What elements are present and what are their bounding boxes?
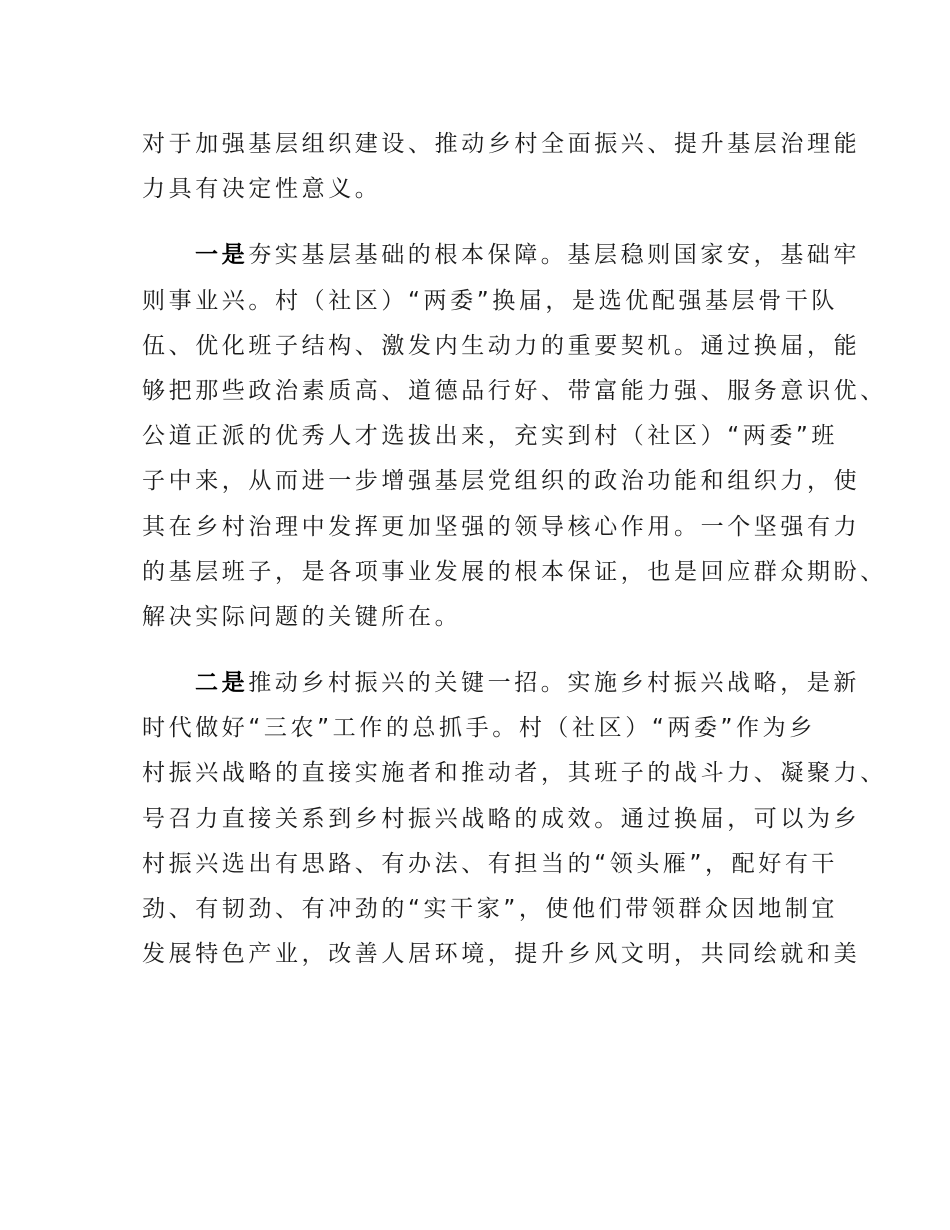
paragraph-lead: 二是 (195, 670, 249, 697)
paragraph-point-two (142, 661, 887, 977)
paragraph-gap (142, 212, 814, 233)
text-line: 劲、有韧劲、有冲劲的“实干家”，使他们带领群众因地制宜 (142, 896, 839, 922)
text-line: 解决实际问题的关键所在。 (142, 603, 462, 630)
text-run: 夯实基层基础的根本保障。基层稳则国家安，基础牢 (248, 242, 861, 269)
text-line: 则事业兴。村（社区）“两委”换届，是选优配强基层骨干队 (142, 287, 839, 314)
text-line: 力具有决定性意义。 (142, 176, 382, 203)
text-line: 发展特色产业，改善人居环境，提升乡风文明，共同绘就和美 (142, 941, 861, 968)
text-line: 够把那些政治素质高、道德品行好、带富能力强、服务意识优、 (142, 377, 887, 404)
text-line: 对于加强基层组织建设、推动乡村全面振兴、提升基层治理能 (142, 131, 861, 157)
paragraph-lead: 一是 (195, 242, 249, 269)
text-line-first (142, 233, 861, 278)
paragraph-gap (142, 640, 814, 661)
paragraph-continuation (142, 122, 861, 212)
text-line-first (142, 661, 861, 706)
text-line: 其在乡村治理中发挥更加坚强的领导核心作用。一个坚强有力 (142, 513, 861, 540)
text-line: 的基层班子，是各项事业发展的根本保证，也是回应群众期盼、 (142, 558, 887, 585)
text-line: 子中来，从而进一步增强基层党组织的政治功能和组织力，使 (142, 468, 861, 495)
document-page (142, 122, 887, 977)
text-line: 公道正派的优秀人才选拔出来，充实到村（社区）“两委”班 (142, 423, 839, 450)
text-line: 时代做好“三农”工作的总抓手。村（社区）“两委”作为乡 (142, 715, 816, 742)
text-line: 伍、优化班子结构、激发内生动力的重要契机。通过换届，能 (142, 332, 861, 359)
text-line: 村振兴战略的直接实施者和推动者，其班子的战斗力、凝聚力、 (142, 760, 887, 787)
text-line: 号召力直接关系到乡村振兴战略的成效。通过换届，可以为乡 (142, 805, 861, 832)
text-line: 村振兴选出有思路、有办法、有担当的“领头雁”，配好有干 (142, 850, 839, 877)
paragraph-point-one (142, 233, 887, 640)
text-run: 推动乡村振兴的关键一招。实施乡村振兴战略，是新 (248, 670, 861, 697)
